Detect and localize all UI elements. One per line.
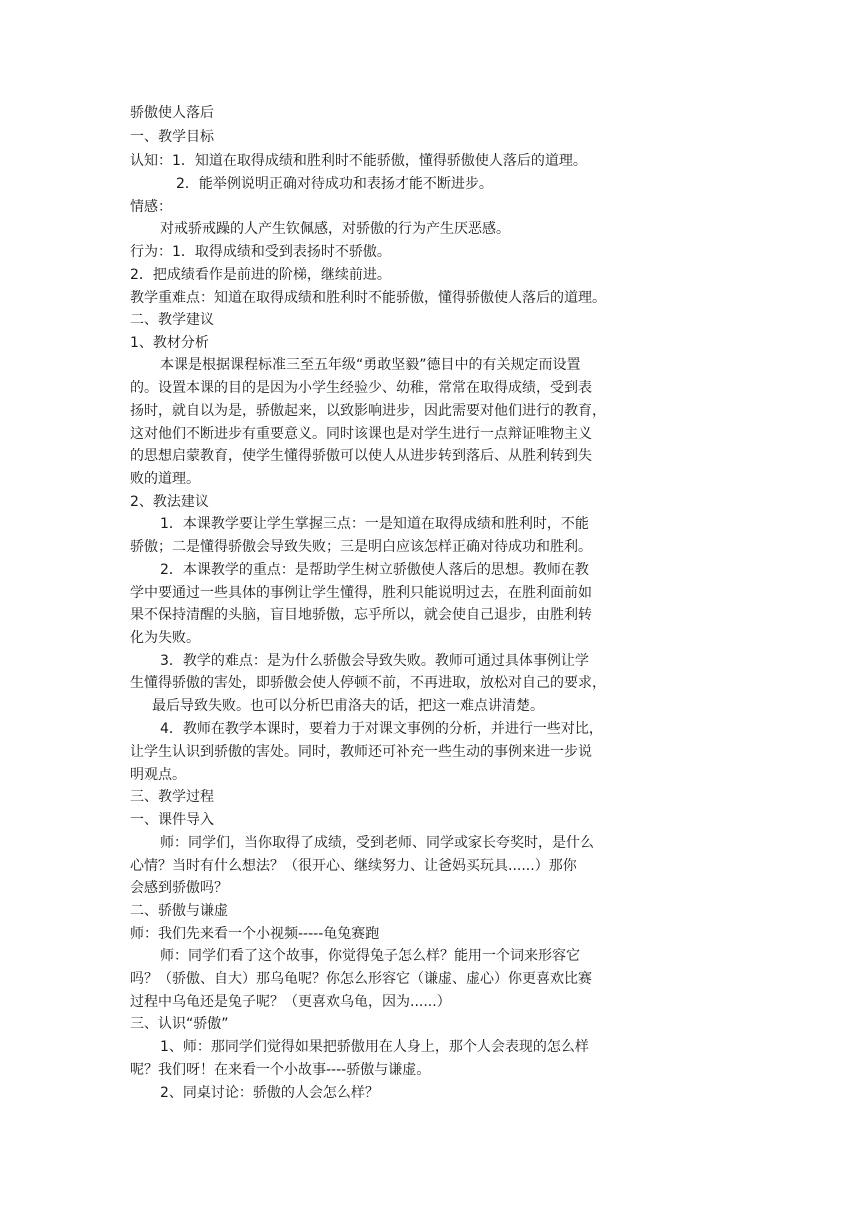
section-heading: 三、教学过程: [130, 789, 214, 805]
text-line: 认知：1．知道在取得成绩和胜利时不能骄傲，懂得骄傲使人落后的道理。: [130, 153, 587, 169]
text-line: 呢？我们呀！在来看一个小故事----骄傲与谦虚。: [130, 1062, 431, 1078]
text-line: 扬时，就自以为是，骄傲起来，以致影响进步，因此需要对他们进行的教育，: [130, 403, 606, 419]
text-line: 骄傲；二是懂得骄傲会导致失败；三是明白应该怎样正确对待成功和胜利。: [130, 539, 592, 555]
text-line: 对戒骄戒躁的人产生钦佩感，对骄傲的行为产生厌恶感。: [160, 221, 510, 237]
text-line: 明观点。: [130, 767, 186, 783]
text-line: 化为失败。: [130, 630, 200, 646]
text-line: 学中要通过一些具体的事例让学生懂得，胜利只能说明过去，在胜利面前如: [130, 585, 592, 601]
text-line: 师：同学们，当你取得了成绩，受到老师、同学或家长夸奖时，是什么: [160, 835, 594, 851]
subsection-heading: 二、骄傲与谦虚: [130, 903, 228, 919]
text-line: 1、师：那同学们觉得如果把骄傲用在人身上，那个人会表现的怎么样: [160, 1039, 589, 1055]
text-line: 2．能举例说明正确对待成功和表扬才能不断进步。: [176, 176, 493, 192]
text-line: 4．教师在教学本课时，要着力于对课文事例的分析，并进行一些对比，: [160, 721, 603, 737]
section-heading: 二、教学建议: [130, 312, 214, 328]
text-line: 让学生认识到骄傲的害处。同时，教师还可补充一些生动的事例来进一步说: [130, 744, 592, 760]
text-line: 师：我们先来看一个小视频-----龟兔赛跑: [130, 926, 380, 942]
text-line: 会感到骄傲吗？: [130, 880, 228, 896]
text-line: 2．把成绩看作是前进的阶梯，继续前进。: [130, 267, 391, 283]
text-line: 2、同桌讨论：骄傲的人会怎么样？: [160, 1085, 379, 1101]
subsection-heading: 一、课件导入: [130, 812, 214, 828]
text-line: 过程中乌龟还是兔子呢？（更喜欢乌龟，因为......）: [130, 994, 451, 1010]
subsection-heading: 三、认识“骄傲”: [130, 1016, 229, 1032]
text-line: 情感：: [130, 199, 172, 215]
text-line: 教学重难点：知道在取得成绩和胜利时不能骄傲，懂得骄傲使人落后的道理。: [130, 290, 606, 306]
document-title: 骄傲使人落后: [130, 105, 214, 121]
text-line: 败的道理。: [130, 471, 200, 487]
text-line: 的思想启蒙教育，使学生懂得骄傲可以使人从进步转到落后、从胜利转到失: [130, 448, 592, 464]
text-line: 果不保持清醒的头脑，盲目地骄傲，忘乎所以，就会使自己退步，由胜利转: [130, 607, 592, 623]
subsection-heading: 2、教法建议: [130, 494, 209, 510]
text-line: 生懂得骄傲的害处，即骄傲会使人停顿不前，不再进取，放松对自己的要求，: [130, 675, 606, 691]
section-heading: 一、教学目标: [130, 129, 214, 145]
text-line: 吗？（骄傲、自大）那乌龟呢？你怎么形容它（谦虚、虚心）你更喜欢比赛: [130, 971, 592, 987]
text-line: 3．教学的难点：是为什么骄傲会导致失败。教师可通过具体事例让学: [160, 653, 589, 669]
text-line: 这对他们不断进步有重要意义。同时该课也是对学生进行一点辩证唯物主义: [130, 426, 592, 442]
subsection-heading: 1、教材分析: [130, 335, 209, 351]
text-line: 本课是根据课程标准三至五年级“勇敢坚毅”德目中的有关规定而设置: [160, 357, 581, 373]
text-line: 1．本课教学要让学生掌握三点：一是知道在取得成绩和胜利时，不能: [160, 516, 589, 532]
text-line: 行为：1．取得成绩和受到表扬时不骄傲。: [130, 244, 391, 260]
text-line: 的。设置本课的目的是因为小学生经验少、幼稚，常常在取得成绩，受到表: [130, 380, 592, 396]
text-line: 心情？当时有什么想法？（很开心、继续努力、让爸妈买玩具......）那你: [130, 858, 577, 874]
text-line: 2．本课教学的重点：是帮助学生树立骄傲使人落后的思想。教师在教: [160, 562, 589, 578]
text-line: 师：同学们看了这个故事，你觉得兔子怎么样？能用一个词来形容它: [160, 948, 580, 964]
text-line: 最后导致失败。也可以分析巴甫洛夫的话，把这一难点讲清楚。: [152, 698, 544, 714]
